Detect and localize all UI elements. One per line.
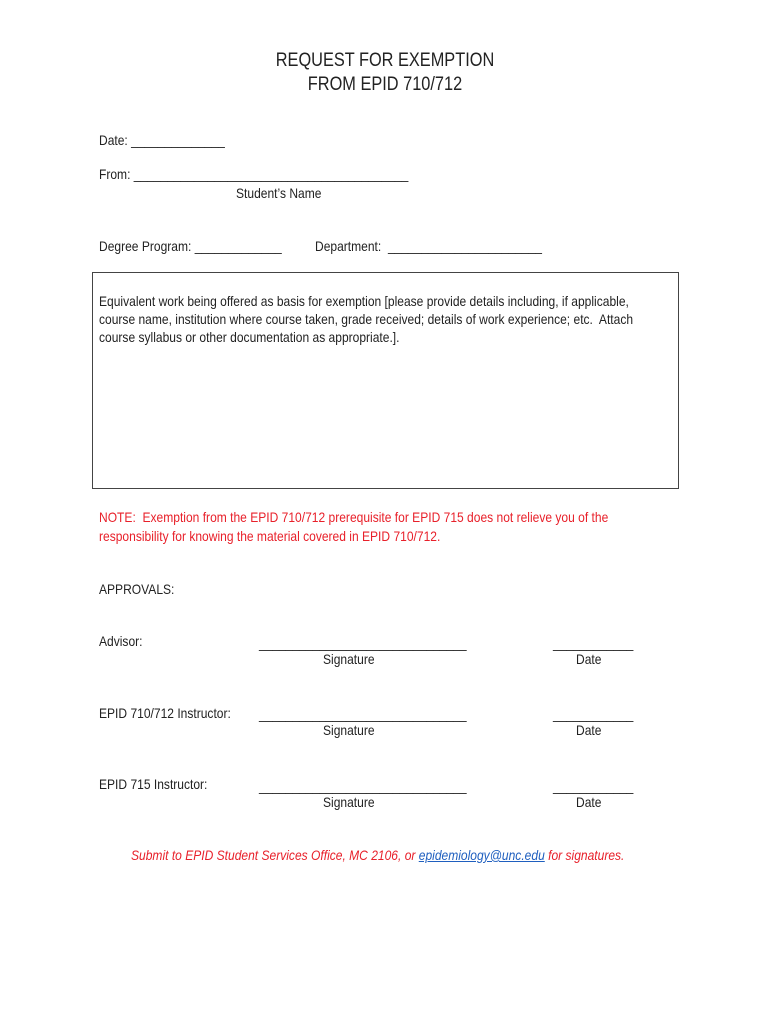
box-text-line2: course name, institution where course taken, grade received; details of work experience; etc. Attach [99, 311, 634, 327]
submission-footer [131, 847, 624, 863]
department-label: Department: [315, 238, 382, 254]
instructor-715-date-caption: Date [576, 794, 602, 810]
email-link[interactable]: epidemiology@unc.edu [418, 847, 545, 863]
instructor-710-signature-caption: Signature [323, 722, 375, 738]
approver-label-710-712-instructor: EPID 710/712 Instructor: [99, 705, 231, 721]
advisor-date-line[interactable]: ____________ [553, 635, 634, 651]
instructor-715-signature-line[interactable]: _______________________________ [259, 778, 467, 794]
degree-program-label: Degree Program: [99, 238, 192, 254]
approver-label-715-instructor: EPID 715 Instructor: [99, 776, 208, 792]
approvals-heading: APPROVALS: [99, 581, 175, 597]
student-name-caption: Student’s Name [236, 185, 322, 201]
date-field [99, 132, 225, 148]
degree-program-blank[interactable]: _____________ [194, 238, 282, 254]
advisor-signature-caption: Signature [323, 651, 375, 667]
form-title-line1: REQUEST FOR EXEMPTION [275, 50, 495, 71]
advisor-signature-line[interactable]: _______________________________ [259, 635, 467, 651]
date-blank[interactable]: ______________ [131, 132, 225, 148]
footer-text-before: Submit to EPID Student Services Office, MC 2106, or [131, 847, 419, 863]
note-line1: NOTE: Exemption from the EPID 710/712 prerequisite for EPID 715 does not relieve you of the [99, 509, 609, 525]
instructor-715-date-line[interactable]: ____________ [553, 778, 634, 794]
department-field [315, 238, 542, 254]
form-title-line2: FROM EPID 710/712 [307, 74, 463, 95]
instructor-710-date-caption: Date [576, 722, 602, 738]
from-field [99, 166, 408, 182]
date-label: Date: [99, 132, 128, 148]
department-blank[interactable]: _______________________ [387, 238, 542, 254]
footer-text-after: for signatures. [544, 847, 625, 863]
instructor-715-signature-caption: Signature [323, 794, 375, 810]
instructor-710-date-line[interactable]: ____________ [553, 706, 634, 722]
degree-program-field [99, 238, 282, 254]
from-label: From: [99, 166, 131, 182]
from-blank[interactable]: _________________________________________ [133, 166, 409, 182]
box-text-line3: course syllabus or other documentation as appropriate.]. [99, 329, 400, 345]
instructor-710-signature-line[interactable]: _______________________________ [259, 706, 467, 722]
box-text-line1: Equivalent work being offered as basis for exemption [please provide details including, if applicable, [99, 293, 629, 309]
advisor-date-caption: Date [576, 651, 602, 667]
note-line2: responsibility for knowing the material covered in EPID 710/712. [99, 528, 441, 544]
approver-label-advisor: Advisor: [99, 633, 143, 649]
